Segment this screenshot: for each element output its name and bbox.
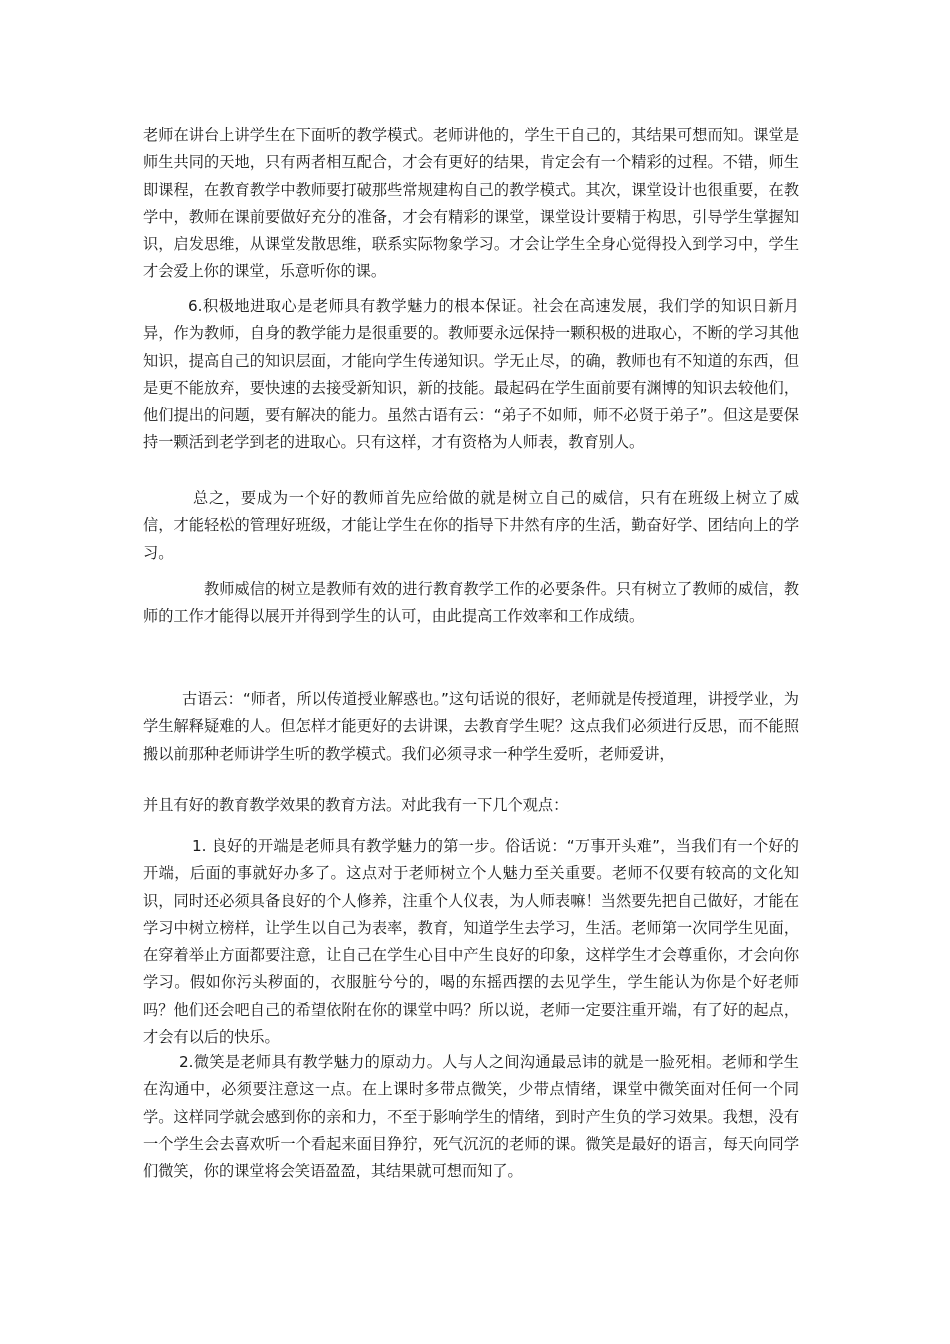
paragraph-teacher-prestige: 教师威信的树立是教师有效的进行教育教学工作的必要条件。只有树立了教师的威信，教师的工作才能得以展开并得到学生的认可，由此提高工作效率和工作成绩。	[143, 580, 799, 626]
paragraph-summary: 总之，要成为一个好的教师首先应给做的就是树立自己的威信，只有在班级上树立了威信，才能轻松的管理好班级，才能让学生在你的指导下井然有序的生活，勤奋好学、团结向上的学习。	[143, 489, 799, 562]
paragraph-point-2-smile: 2.微笑是老师具有教学魅力的原动力。人与人之间沟通最忌讳的就是一脸死相。老师和学生在沟通中，必须要注意这一点。在上课时多带点微笑，少带点情绪，课堂中微笑面对任何一个同学。这样同学就会感到你的亲和力，不至于影响学生的情绪，到时产生负的学习效果。我想，没有一个学生会去喜欢听一个看起来面目狰狞，死气沉沉的老师的课。微笑是最好的语言，每天向同学们微笑，你的课堂将会笑语盈盈，其结果就可想而知了。	[143, 1053, 799, 1181]
paragraph-viewpoints-intro: 并且有好的教育教学效果的教育方法。对此我有一下几个观点：	[143, 796, 569, 814]
paragraph-point-6-progress: 6.积极地进取心是老师具有教学魅力的根本保证。社会在高速发展，我们学的知识日新月异，作为教师，自身的教学能力是很重要的。教师要永远保持一颗积极的进取心，不断的学习其他知识，提高自己的知识层面，才能向学生传递知识。学无止尽，的确，教师也有不知道的东西，但是更不能放弃，要快速的去接受新知识，新的技能。最起码在学生面前要有渊博的知识去较他们，他们提出的问题，要有解决的能力。虽然古语有云：“弟子不如师，师不必贤于弟子”。但这是要保持一颗活到老学到老的进取心。只有这样，才有资格为人师表，教育别人。	[143, 297, 799, 452]
paragraph-ancient-saying: 古语云：“师者，所以传道授业解惑也。”这句话说的很好，老师就是传授道理，讲授学业，为学生解释疑难的人。但怎样才能更好的去讲课，去教育学生呢？这点我们必须进行反思，而不能照搬以前那种老师讲学生听的教学模式。我们必须寻求一种学生爱听，老师爱讲，	[143, 690, 799, 763]
paragraph-classroom-design: 老师在讲台上讲学生在下面听的教学模式。老师讲他的，学生干自己的，其结果可想而知。课堂是师生共同的天地，只有两者相互配合，才会有更好的结果，肯定会有一个精彩的过程。不错，师生即课程，在教育教学中教师要打破那些常规建构自己的教学模式。其次，课堂设计也很重要，在教学中，教师在课前要做好充分的准备，才会有精彩的课堂，课堂设计要精于构思，引导学生掌握知识，启发思维，从课堂发散思维，联系实际物象学习。才会让学生全身心觉得投入到学习中，学生才会爱上你的课堂，乐意听你的课。	[143, 126, 799, 281]
paragraph-point-1-good-start: 1. 良好的开端是老师具有教学魅力的第一步。俗话说：“万事开头难”，当我们有一个好的开端，后面的事就好办多了。这点对于老师树立个人魅力至关重要。老师不仅要有较高的文化知识，同时还必须具备良好的个人修养，注重个人仪表，为人师表嘛！当然要先把自己做好，才能在学习中树立榜样，让学生以自己为表率，教育，知道学生去学习，生活。老师第一次同学生见面，在穿着举止方面都要注意，让自己在学生心目中产生良好的印象，这样学生才会尊重你，才会向你学习。假如你污头秽面的，衣服脏兮兮的，喝的东摇西摆的去见学生，学生能认为你是个好老师吗？他们还会吧自己的希望依附在你的课堂中吗？所以说，老师一定要注重开端，有了好的起点，才会有以后的快乐。	[143, 837, 799, 1047]
